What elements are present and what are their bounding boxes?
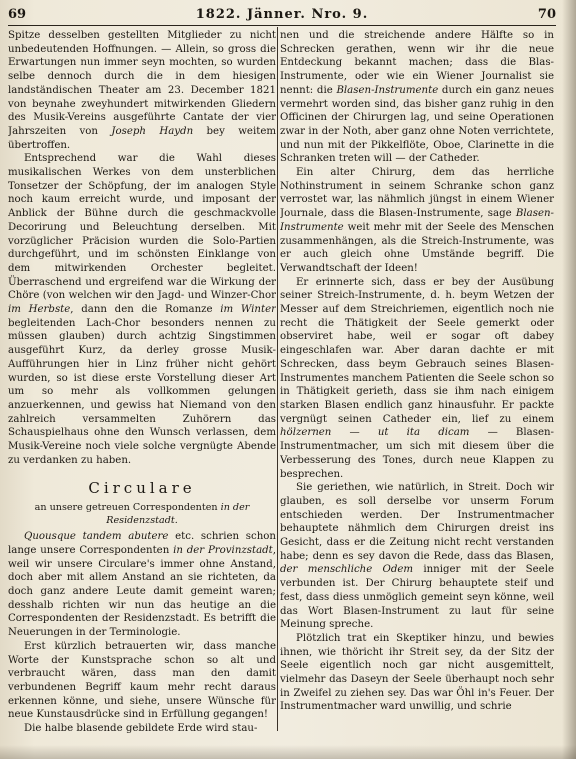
- paragraph: Spitze desselben gestellten Mitglieder zu nicht unbedeutenden Hoffnungen. — Allein, so gross die Erwartungen nun immer seyn mochten, so wurden selbe dennoch durch die in dem hiesigen landständischen Theater am 23. December 1821 von beynahe zweyhundert mitwirkenden Gliedern des Musik-Vereins ausgeführte Cantate der vier Jahrszeiten von Joseph Haydn bey weitem übertroffen.: [8, 30, 276, 151]
- paragraph: Plötzlich trat ein Skeptiker hinzu, und bewies ihnen, wie thöricht ihr Streit sey, da der Sitz der Seele eigentlich noch gar nicht ausgemittelt, vielmehr das Daseyn der Seele überhaupt noch sehr in Zweifel zu ziehen sey. Das war Öhl in's Feuer. Der Instrumentmacher ward unwillig, und schrie: [280, 632, 554, 713]
- header-rule: [8, 25, 556, 26]
- paragraph: Er erinnerte sich, dass er bey der Ausübung seiner Streich-Instrumente, d. h. beym Wetzen der Messer auf dem Streichriemen, eigentlich noch nie recht die Thätigkeit der Seele gemerkt oder observiret habe, weil er sogar oft dabey eingeschlafen war. Aber daran dachte er mit Schrecken, dass beym Gebrauch seines Blasen-Instrumentes manchem Patienten die Seele schon so in Thätigkeit gerieth, dass sie ihm nach einigem starken Blasen endlich ganz hinausfuhr. Er packte vergnügt seinen Catheder ein, lief zu einem hölzernen — ut ita dicam — Blasen-Instrumentmacher, um sich mit diesem über die Verbesserung des Tones, durch neue Klappen zu besprechen.: [280, 276, 554, 480]
- paragraph: Ein alter Chirurg, dem das herrliche Nothinstrument in seinem Schranke schon ganz verrostet war, las nähmlich jüngst in einem Wiener Journale, dass die Blasen-Instrumente, sage Blasen-Instrumente weit mehr mit der Seele des Menschen zusammenhängen, als die Streich-Instrumente, was er auch gleich ohne Umstände begriff. Die Verwandtschaft der Ideen!: [280, 167, 554, 274]
- page-number-right: 70: [537, 7, 556, 22]
- section-subtitle: an unsere getreuen Correspondenten in der Residenzstadt.: [34, 502, 250, 527]
- issue-date-title: 1822. Jänner. Nro. 9.: [195, 7, 369, 22]
- paragraph: Quousque tandem abutere etc. schrien schon lange unsere Correspondenten in der Provinzstadt, weil wir unsere Circulare's immer ohne Anstand, doch aber mit allem Anstand an sie richteten, da doch ganz andere Leute damit gemeint waren; desshalb richten wir nun das heutige an die Correspondenten der Residenzstadt. Es betrifft die Neuerungen in der Terminologie.: [8, 531, 276, 639]
- right-column: [280, 29, 554, 733]
- section-title: Circulare: [88, 478, 196, 497]
- column-divider: [277, 27, 278, 731]
- paragraph: Entsprechend war die Wahl dieses musikalischen Werkes von dem unsterblichen Tonsetzer der Schöpfung, der im analogen Style noch kaum erreicht wurde, und imposant der Anblick der Bühne durch die geschmackvolle Decorirung und Beleuchtung derselben. Mit vorzüglicher Präcision wurden die Solo-Partien durchgeführt, und im schönsten Einklange von dem mitwirkenden Orchester begleitet. Überraschend und ergreifend war die Wirkung der Chöre (von welchen wir den Jagd- und Winzer-Chor im Herbste, dann den die Romanze im Winter begleitenden Lach-Chor besonders nennen zu müssen glauben) durch achtzig Singstimmen ausgeführt Kurz, da derley grosse Musik-Aufführungen hier in Linz früher nicht gehört wurden, so ist diese erste Vorstellung dieser Art um so mehr als vollkommen gelungen anzuerkennen, und gewiss hat Niemand von den zahlreich versammelten Zuhörern das Schauspielhaus ohne den Wunsch verlassen, dem Musik-Vereine noch viele solche vergnügte Abende zu verdanken zu haben.: [8, 153, 276, 466]
- page-header: [8, 7, 556, 25]
- page-bottom-shadow: [0, 745, 576, 759]
- paragraph: Sie geriethen, wie natürlich, in Streit. Doch wir glauben, es soll derselbe vor unserm Forum entschieden werden. Der Instrumentmacher behauptete nähmlich dem Chirurgen dreist ins Gesicht, dass er die Zeitung nicht recht verstanden habe; denn es sey davon die Rede, dass das Blasen, der menschliche Odem inniger mit der Seele verbunden ist. Der Chirurg behauptete steif und fest, dass diess unmöglich gemeint seyn könne, weil das Wort Blasen-Instrument zu laut für seine Meinung spreche.: [280, 482, 554, 631]
- paragraph: Erst kürzlich betrauerten wir, dass manche Worte der Kunstsprache schon so alt und verbraucht wären, dass man den damit verbundenen Begriff kaum mehr recht daraus erkennen könne, und siehe, unsere Wünsche für neue Kunstausdrücke sind in Erfüllung gegangen!: [8, 640, 276, 721]
- page-edge-shadow: [562, 0, 576, 759]
- paragraph: nen und die streichende andere Hälfte so in Schrecken gerathen, wenn wir ihr die neue Entdeckung bekannt machen; dass die Blas-Instrumente, oder wie ein Wiener Journalist sie nennt: die Blasen-Instrumente durch ein ganz neues vermehrt worden sind, das bisher ganz ruhig in den Officinen der Chirurgen lag, und seine Operationen zwar in der Noth, aber ganz ohne Noten verrichtete, und nun mit der Pikkelflöte, Oboe, Clarinette in die Schranken treten will — der Catheder.: [280, 30, 554, 165]
- paragraph: Die halbe blasende gebildete Erde wird stau-: [24, 723, 258, 733]
- page-number-left: 69: [8, 7, 27, 22]
- left-column: [8, 29, 276, 733]
